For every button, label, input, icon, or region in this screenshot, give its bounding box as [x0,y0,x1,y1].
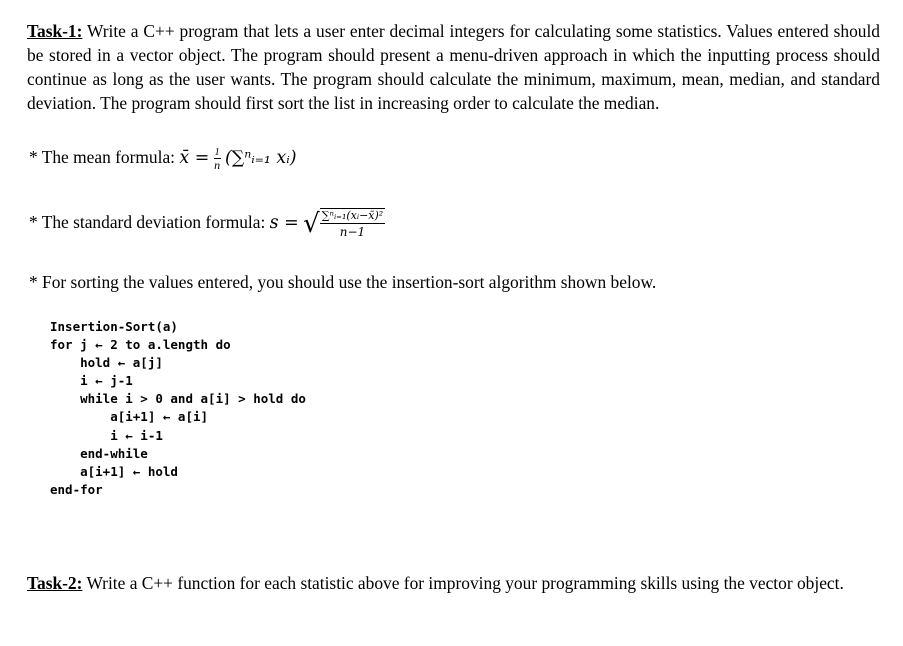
task2-text: Write a C++ function for each statistic above for improving your programming skills using the vector object. [82,573,844,593]
insertion-sort-pseudocode [50,318,306,499]
code-line: a[i+1] ← a[i] [50,409,209,425]
mean-frac-denominator: n [214,157,221,172]
code-line: i ← i-1 [50,427,163,443]
std-sqrt [303,208,385,240]
code-line: hold ← a[j] [50,355,163,371]
code-line: a[i+1] ← hold [50,463,178,479]
task2-label: Task-2: [27,573,83,593]
std-denominator: n−1 [339,225,366,239]
code-line: end-for [50,481,103,497]
mean-formula-lhs: x̄ = [179,148,210,168]
mean-formula-fraction [214,147,221,172]
task1-label: Task-1: [27,21,83,41]
code-line: for j ← 2 to a.length do [50,337,231,353]
task1-text: Write a C++ program that lets a user enter decimal integers for calculating some statistics. Values entered should be stored in a vector object. The program should present a menu-driven approach in which the inputting process should continue as long as the user wants. The program should calculate the minimum, maximum, mean, median, and standard deviation. The program should first sort the list in increasing order to calculate the median. [27,21,880,113]
code-line: i ← j-1 [50,373,133,389]
task1-paragraph [27,19,880,115]
std-formula-lhs: s = [269,213,299,233]
std-fraction [320,208,386,240]
code-line: Insertion-Sort(a) [50,319,178,334]
std-formula [29,208,385,240]
sqrt-symbol: √ [303,209,320,239]
mean-frac-numerator: 1 [214,146,220,158]
std-numerator: ∑ⁿᵢ₌₁(xᵢ−x̄)² [321,209,384,222]
sorting-note: * For sorting the values entered, you should use the insertion-sort algorithm shown below. [29,272,657,292]
code-line: end-while [50,445,148,461]
std-formula-prefix: * The standard deviation formula: [29,212,270,232]
mean-formula [29,145,297,172]
code-line: while i > 0 and a[i] > hold do [50,391,306,407]
mean-formula-rhs: (∑ⁿᵢ₌₁ xᵢ) [225,148,297,168]
task2-paragraph [27,571,880,595]
mean-formula-prefix: * The mean formula: [29,147,180,167]
